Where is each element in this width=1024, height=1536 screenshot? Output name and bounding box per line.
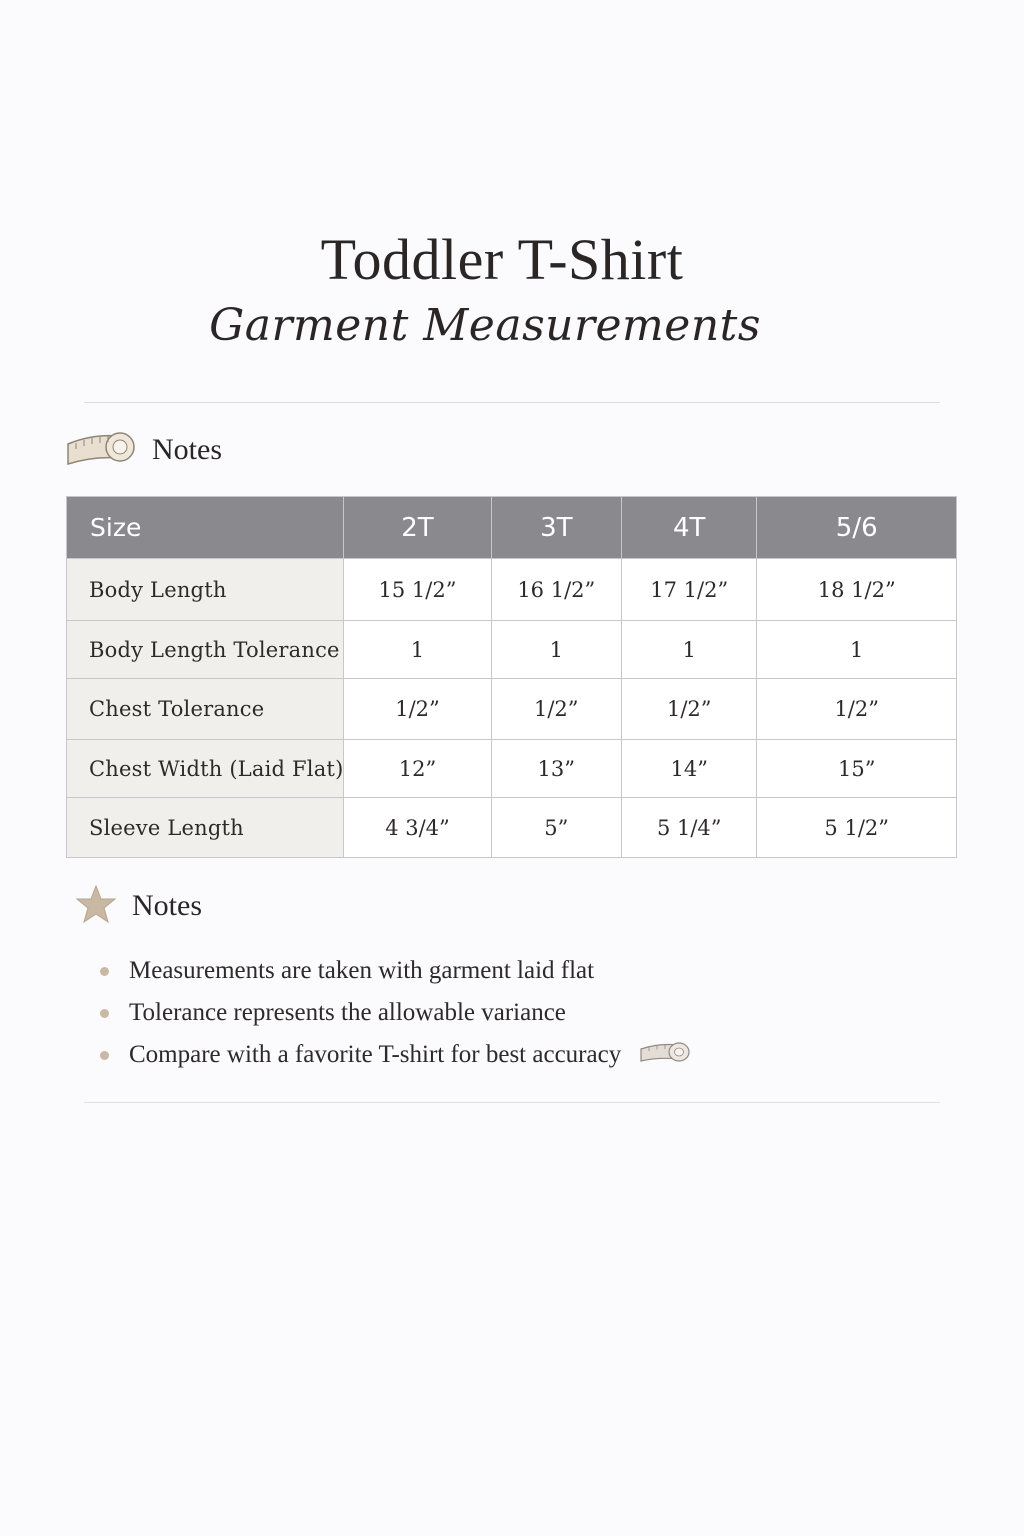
table-cell: 12”: [344, 740, 491, 798]
table-row: [67, 621, 957, 679]
row-label: Body Length Tolerance: [67, 621, 344, 679]
bullet-icon: [100, 1009, 109, 1018]
top-divider: [84, 402, 940, 403]
table-cell: 15”: [757, 740, 957, 798]
table-row: [67, 798, 957, 858]
size-chart-table: [66, 496, 957, 858]
table-cell: 4 3/4”: [344, 798, 491, 858]
page-subtitle: Garment Measurements: [209, 300, 761, 351]
measuring-tape-icon: [637, 1039, 693, 1072]
table-cell: 1/2”: [757, 679, 957, 740]
table-cell: 1: [344, 621, 491, 679]
list-item: [96, 950, 693, 992]
row-label: Sleeve Length: [67, 798, 344, 858]
table-notes-heading: [62, 428, 222, 472]
star-icon: [74, 884, 118, 928]
table-cell: 15 1/2”: [344, 559, 491, 621]
table-row: [67, 559, 957, 621]
row-label: Chest Width (Laid Flat): [67, 740, 344, 798]
note-text: Measurements are taken with garment laid flat: [129, 957, 595, 984]
table-row: [67, 740, 957, 798]
note-text: Tolerance represents the allowable variance: [129, 999, 566, 1026]
table-cell: 1/2”: [622, 679, 757, 740]
notes-heading-label: Notes: [152, 433, 222, 466]
notes-section-heading: [74, 884, 202, 928]
page-title: Toddler T-Shirt: [320, 227, 684, 292]
table-cell: 18 1/2”: [757, 559, 957, 621]
column-header-5-6: 5/6: [757, 497, 957, 559]
table-cell: 17 1/2”: [622, 559, 757, 621]
column-header-3t: 3T: [491, 497, 622, 559]
row-label: Body Length: [67, 559, 344, 621]
table-cell: 14”: [622, 740, 757, 798]
table-cell: 1: [491, 621, 622, 679]
column-header-size: Size: [67, 497, 344, 559]
column-header-4t: 4T: [622, 497, 757, 559]
notes-list: [96, 950, 693, 1076]
table-row: [67, 679, 957, 740]
row-label: Chest Tolerance: [67, 679, 344, 740]
table-header-row: [67, 497, 957, 559]
table-cell: 5 1/4”: [622, 798, 757, 858]
bottom-divider: [84, 1102, 940, 1103]
table-cell: 1/2”: [344, 679, 491, 740]
table-cell: 5”: [491, 798, 622, 858]
table-cell: 1/2”: [491, 679, 622, 740]
notes-section-label: Notes: [132, 889, 202, 922]
list-item: [96, 992, 693, 1034]
table-cell: 1: [622, 621, 757, 679]
bullet-icon: [100, 967, 109, 976]
bullet-icon: [100, 1051, 109, 1060]
table-cell: 1: [757, 621, 957, 679]
column-header-2t: 2T: [344, 497, 491, 559]
table-cell: 16 1/2”: [491, 559, 622, 621]
table-cell: 13”: [491, 740, 622, 798]
table-cell: 5 1/2”: [757, 798, 957, 858]
note-text: Compare with a favorite T-shirt for best accuracy: [129, 1041, 622, 1068]
measuring-tape-icon: [62, 428, 138, 472]
list-item: [96, 1034, 693, 1076]
